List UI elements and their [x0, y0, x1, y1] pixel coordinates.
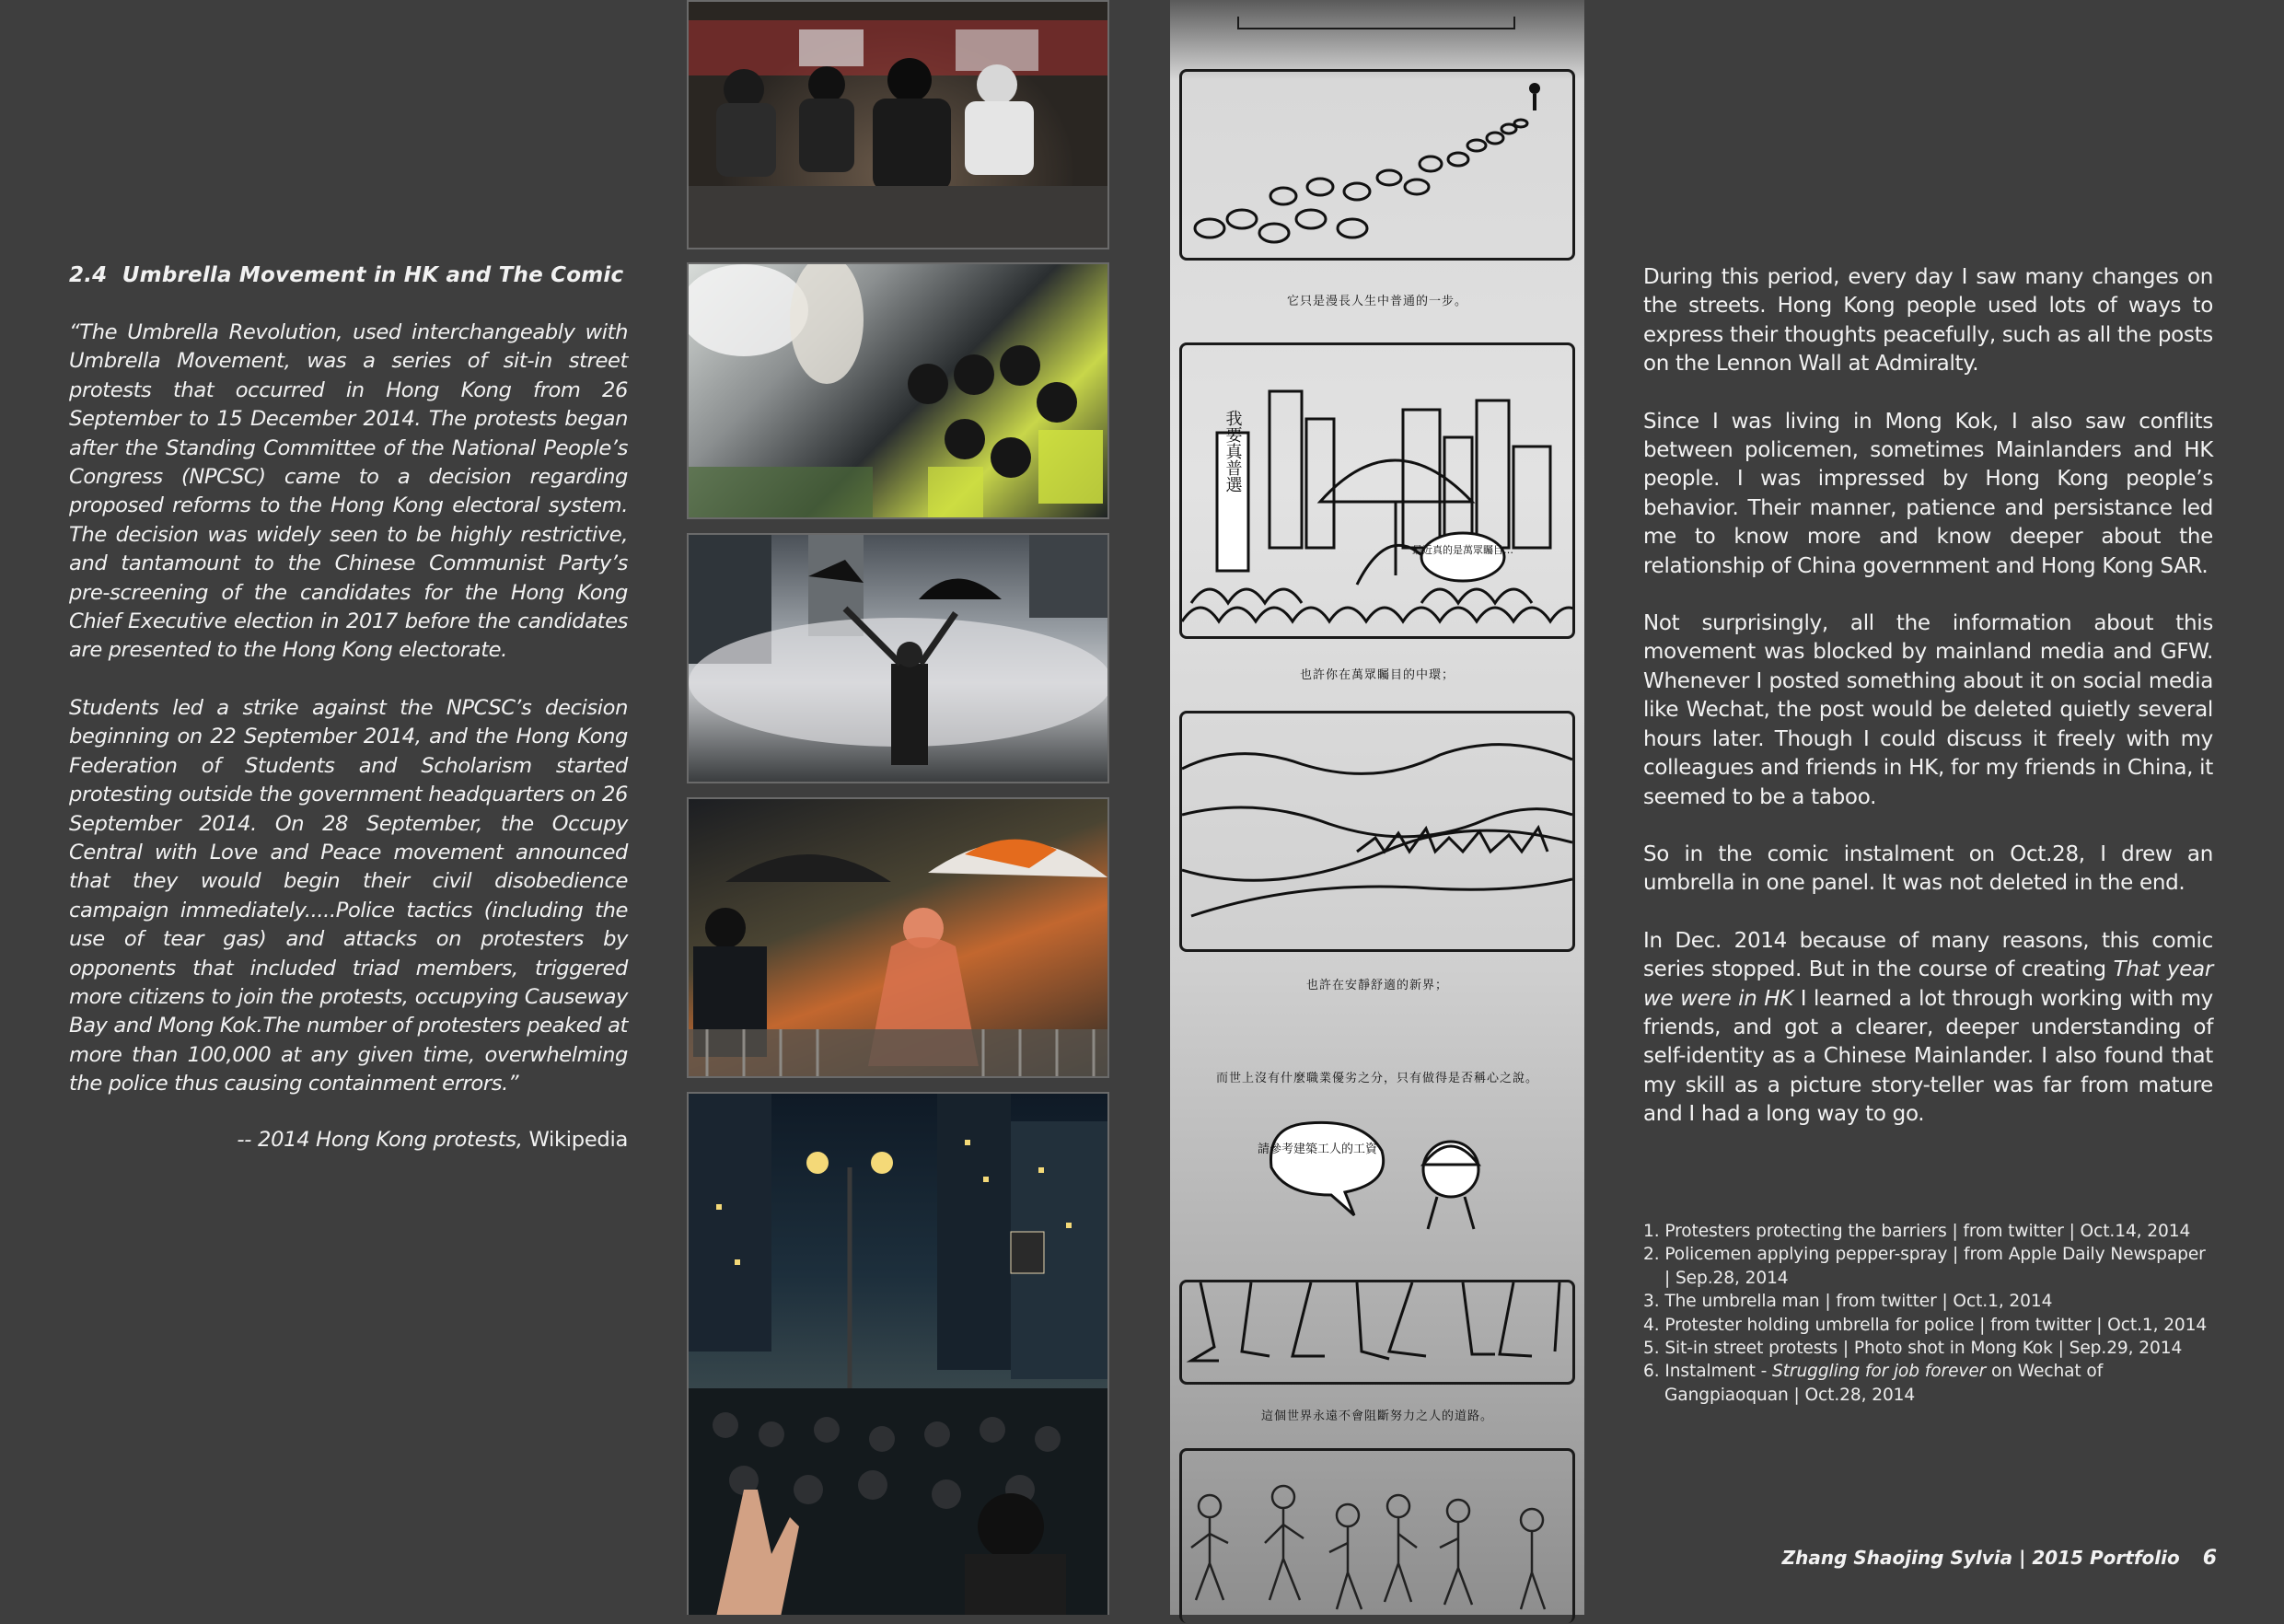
- comic-panel-landscape: [1179, 711, 1575, 952]
- credit6-suffix: on Wechat of Gangpiaoquan | Oct.28, 2014: [1664, 1362, 2104, 1405]
- wikipedia-quote: [69, 319, 628, 1099]
- body-p5-part-a: In Dec. 2014 because of many reasons, this comic series stopped. But in the course of creating: [1643, 928, 2213, 982]
- credit6-title: Struggling for job forever: [1772, 1362, 1987, 1382]
- comic-panel-umbrella-city: [1179, 342, 1575, 639]
- photo-protesters-barriers: [687, 0, 1109, 249]
- credit-item: 2. Policemen applying pepper-spray | from Apple Daily Newspaper | Sep.28, 2014: [1643, 1245, 2206, 1288]
- credit-item: 5. Sit-in street protests | Photo shot in Mong Kok | Sep.29, 2014: [1643, 1339, 2183, 1359]
- comic-strip: [1170, 0, 1584, 1615]
- section-title: [69, 263, 628, 287]
- comic-bubble-worker: [1253, 1114, 1511, 1234]
- credit-item: 3. The umbrella man | from twitter | Oct.1, 2014: [1643, 1292, 2053, 1312]
- page-number: 6: [2202, 1547, 2217, 1570]
- quote-attribution: [69, 1128, 628, 1152]
- body-p5-part-b: I learned a lot through working with my friends, and got a clearer, deeper understanding of self-identity as a Chinese Mainlander. I also found that my skill as a picture story-teller was far from mature and I had a long way to go.: [1643, 986, 2213, 1127]
- comic-caption-4: 而世上沒有什麼職業優劣之分，只有做得是否稱心之說。: [1215, 1072, 1538, 1085]
- photo-umbrella-for-police: [687, 797, 1109, 1078]
- comic-bubble-2: 請參考建築工人的工資: [1257, 1143, 1378, 1156]
- right-column: [1643, 263, 2213, 1158]
- page-footer: [1782, 1547, 2217, 1570]
- body-paragraph-4: So in the comic instalment on Oct.28, I drew an umbrella in one panel. It was not deleted in the end.: [1643, 841, 2213, 896]
- photo-umbrella-man: [687, 533, 1109, 783]
- section-number: 2.4: [69, 263, 108, 287]
- comic-caption-3: 也許在安靜舒適的新界；: [1305, 979, 1448, 992]
- image-credits: [1643, 1220, 2214, 1407]
- comic-caption-1: 它只是漫長人生中普通的一步。: [1286, 295, 1467, 308]
- comic-caption-2: 也許你在萬眾矚目的中環；: [1299, 668, 1455, 682]
- photo-sit-in-mong-kok: [687, 1092, 1109, 1615]
- comic-panel-footprints: [1179, 69, 1575, 261]
- body-paragraph-5: [1643, 927, 2213, 1130]
- credit-item: 1. Protesters protecting the barriers | from twitter | Oct.14, 2014: [1643, 1222, 2191, 1241]
- attribution-source: Wikipedia: [528, 1127, 628, 1152]
- credit6-prefix: 6. Instalment -: [1643, 1362, 1773, 1382]
- comic-caption-5: 這個世界永遠不會阻斷努力之人的道路。: [1260, 1409, 1493, 1423]
- quote-paragraph-1: “The Umbrella Revolution, used interchangeably with Umbrella Movement, was a series of sit-in street protests that occurred in Hong Kong from 26 September to 15 December 2014. The protests began after the Standing Committee of the National People’s Congress (NPCSC) came to a decision regarding proposed reforms to the Hong Kong electoral system. The decision was widely seen to be highly restrictive, and tantamount to the Chinese Communist Party’s pre-screening of the candidates for the Hong Kong Chief Executive election in 2017 before the candidates are presented to the Hong Kong electorate.: [69, 320, 628, 663]
- comic-sign: 我要真普選: [1223, 410, 1243, 493]
- comic-bubble-1: 最近真的是萬眾矚目…: [1412, 544, 1513, 556]
- credit-item: 4. Protester holding umbrella for police | from twitter | Oct.1, 2014: [1643, 1315, 2208, 1335]
- body-paragraph-1: During this period, every day I saw many changes on the streets. Hong Kong people used lots of ways to express their thoughts peacefully, such as all the posts on the Lennon Wall at Admiralty.: [1643, 265, 2213, 377]
- comic-panel-legs: [1179, 1280, 1575, 1385]
- attribution-text: -- 2014 Hong Kong protests,: [237, 1127, 523, 1152]
- footer-author: Zhang Shaojing Sylvia | 2015 Portfolio: [1781, 1547, 2180, 1569]
- credit-item: [1643, 1360, 2214, 1407]
- left-column: [69, 263, 628, 1152]
- body-paragraph-3: Not surprisingly, all the information about this movement was blocked by mainland media and GFW. Whenever I posted something about it on social media like Wechat, the post would be deleted quietly several hours later. Though I could discuss it freely with my colleagues and friends in HK, for my friends in China, it seemed to be a taboo.: [1643, 611, 2213, 809]
- comic-panel-crowd: [1179, 1448, 1575, 1623]
- comic-title: That year we were in HK: [1643, 957, 2213, 1011]
- comic-panel-top-edge: [1237, 17, 1515, 29]
- quote-paragraph-2: Students led a strike against the NPCSC’s decision beginning on 22 September 2014, and the Hong Kong Federation of Students and Scholarism started protesting outside the government headquarters on 26 September 2014. On 28 September, the Occupy Central with Love and Peace movement announced that they would begin their civil disobedience campaign immediately.....Police tactics (including the use of tear gas) and attacks on protesters by opponents that included triad members, triggered more citizens to join the protests, occupying Causeway Bay and Mong Kok.The number of protesters peaked at more than 100,000 at any given time, overwhelming the police thus causing containment errors.”: [69, 695, 628, 1096]
- section-title-text: Umbrella Movement in HK and The Comic: [122, 263, 624, 287]
- photo-policemen-pepper-spray: [687, 262, 1109, 519]
- body-paragraph-2: Since I was living in Mong Kok, I also saw conflits between policemen, sometimes Mainlanders and HK people. I was impressed by Hong Kong people’s behavior. Their manner, patience and persistance led me to know more and know deeper about the relationship of China government and Hong Kong SAR.: [1643, 409, 2213, 578]
